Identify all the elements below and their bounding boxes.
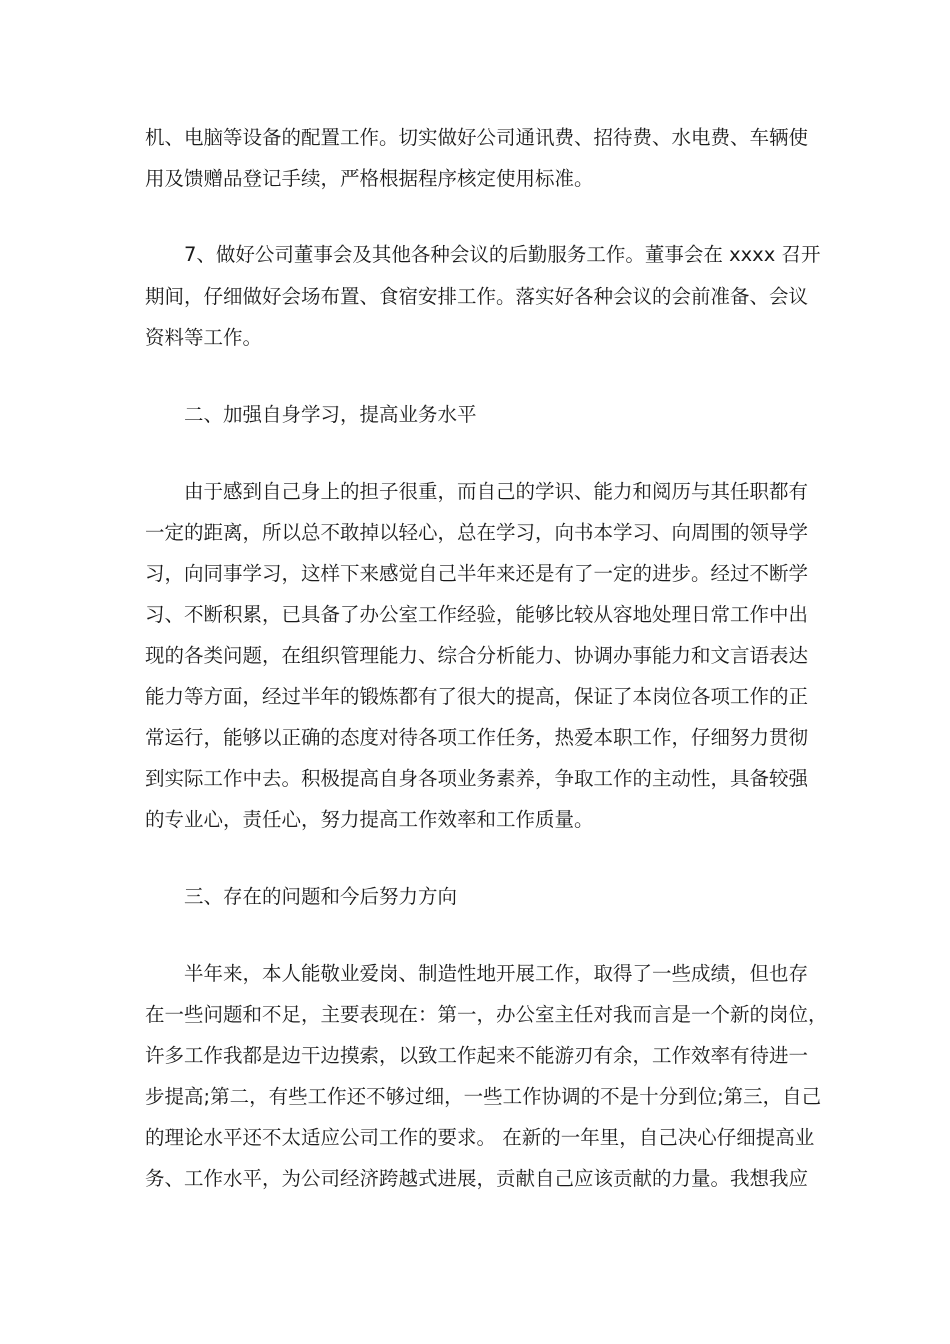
text-line: 在一些问题和不足，主要表现在：第一，办公室主任对我而言是一个新的岗位， [145,1003,828,1026]
text-line: 机、电脑等设备的配置工作。切实做好公司通讯费、招待费、水电费、车辆使 [145,126,809,149]
text-line: 习、不断积累，已具备了办公室工作经验，能够比较从容地处理日常工作中出 [145,603,809,626]
text-line: 用及馈赠品登记手续，严格根据程序核定使用标准。 [145,167,594,190]
text-line: 现的各类问题，在组织管理能力、综合分析能力、协调办事能力和文言语表达 [145,644,809,667]
section-heading-text: 二、加强自身学习，提高业务水平 [184,403,477,426]
text-line: 习，向同事学习，这样下来感觉自己半年来还是有了一定的进步。经过不断学 [145,562,809,585]
section-heading-text: 三、存在的问题和今后努力方向 [184,885,458,908]
text-line: 的专业心，责任心，努力提高工作效率和工作质量。 [145,808,594,831]
text-line: 步提高;第二，有些工作还不够过细，一些工作协调的不是十分到位;第三，自己 [145,1085,822,1108]
text-line: 由于感到自己身上的担子很重，而自己的学识、能力和阅历与其任职都有 [184,480,809,503]
text-line: 许多工作我都是边干边摸索，以致工作起来不能游刃有余，工作效率有待进一 [145,1044,809,1067]
text-line: 能力等方面，经过半年的锻炼都有了很大的提高，保证了本岗位各项工作的正 [145,685,809,708]
text-line: 期间，仔细做好会场布置、食宿安排工作。落实好各种会议的会前准备、会议 [145,285,809,308]
text-line: 务、工作水平，为公司经济跨越式进展，贡献自己应该贡献的力量。我想我应 [145,1167,809,1190]
text-line: 7、做好公司董事会及其他各种会议的后勤服务工作。董事会在 xxxx 召开 [184,243,821,266]
text-line: 一定的距离，所以总不敢掉以轻心，总在学习，向书本学习、向周围的领导学 [145,521,809,544]
text-line: 半年来，本人能敬业爱岗、制造性地开展工作，取得了一些成绩，但也存 [184,962,809,985]
text-line: 常运行，能够以正确的态度对待各项工作任务，热爱本职工作，仔细努力贯彻 [145,726,809,749]
text-line: 到实际工作中去。积极提高自身各项业务素养，争取工作的主动性，具备较强 [145,767,809,790]
text-line: 的理论水平还不太适应公司工作的要求。 在新的一年里，自己决心仔细提高业 [145,1126,815,1149]
text-line: 资料等工作。 [145,326,263,349]
